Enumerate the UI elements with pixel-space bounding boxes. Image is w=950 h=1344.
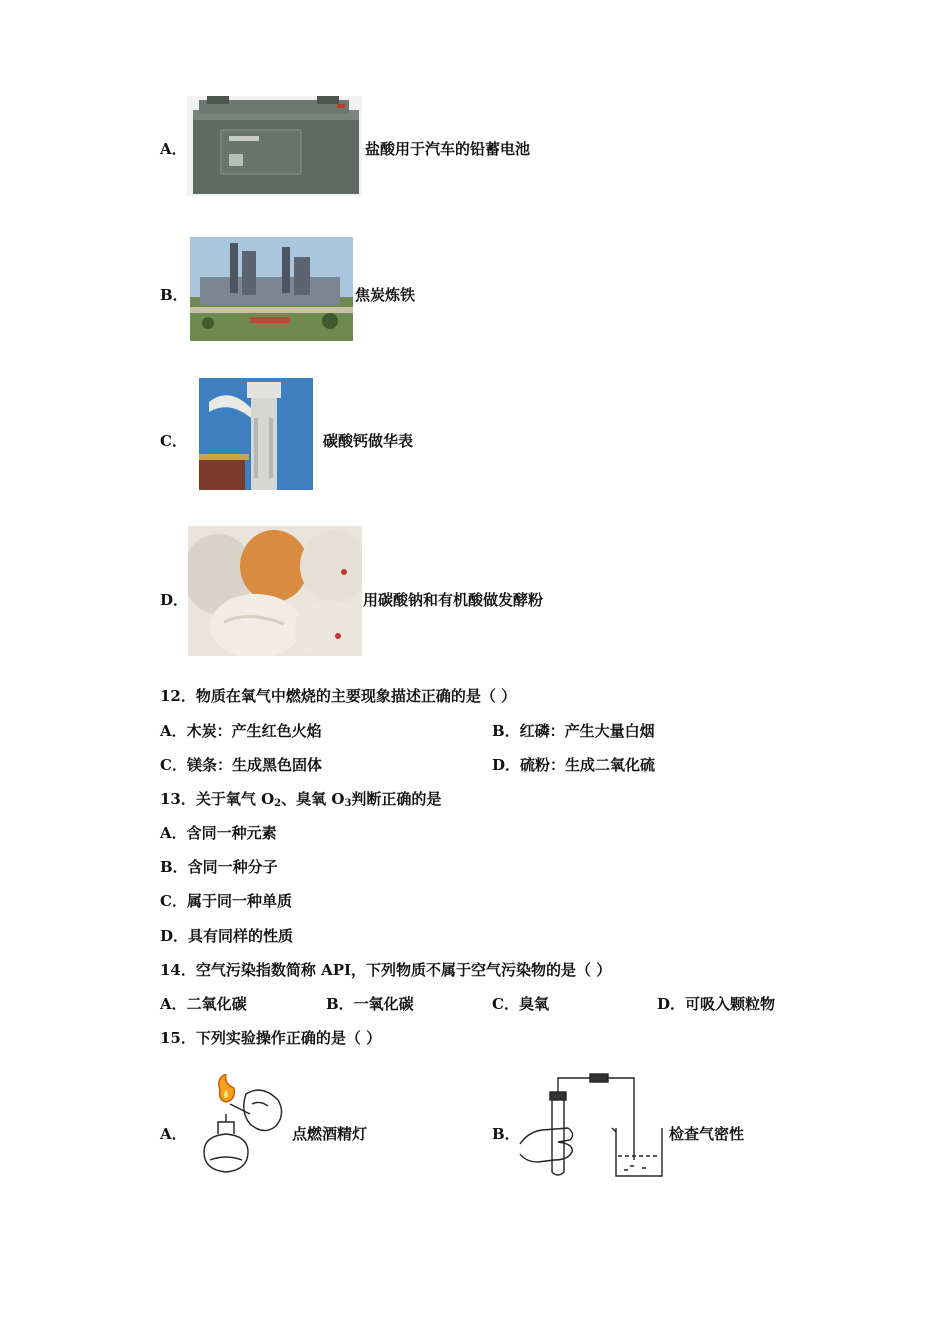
q13-option-c: C．属于同一种单质 (160, 892, 292, 910)
q11-option-a-text: 盐酸用于汽车的铅蓄电池 (365, 140, 531, 158)
q12-option-d: D．硫粉：生成二氧化硫 (492, 756, 656, 774)
q12-option-a: A．木炭：产生红色火焰 (160, 722, 322, 740)
q13-option-b: B．含同一种分子 (160, 858, 278, 876)
steel-plant-image (190, 237, 353, 341)
q11-option-c-text: 碳酸钙做华表 (323, 432, 414, 450)
q11-option-b-text: 焦炭炼铁 (355, 286, 416, 304)
q15-stem: 15．下列实验操作正确的是（ ） (160, 1029, 382, 1047)
q12-stem: 12．物质在氧气中燃烧的主要现象描述正确的是（ ） (160, 687, 517, 705)
q11-option-b-letter: B． (160, 286, 188, 304)
q12-option-c: C．镁条：生成黑色固体 (160, 756, 322, 774)
q15-option-b-text: 检查气密性 (669, 1125, 745, 1143)
alcohol-lamp-lighting-drawing (190, 1074, 290, 1180)
q13-option-a: A．含同一种元素 (160, 824, 277, 842)
steamed-buns-image (188, 526, 362, 656)
q11-option-c-letter: C． (160, 432, 187, 450)
q14-option-b: B．一氧化碳 (326, 995, 414, 1013)
q14-stem: 14．空气污染指数简称 API，下列物质不属于空气污染物的是（ ） (160, 961, 612, 979)
huabiao-column-image (199, 378, 313, 490)
q14-option-a: A．二氧化碳 (160, 995, 247, 1013)
q13-stem: 13．关于氧气 $O_2$、臭氧 $O_3$判断正确的是 (160, 790, 442, 809)
q12-option-b: B．红磷：产生大量白烟 (492, 722, 655, 740)
lead-acid-battery-image (187, 96, 362, 196)
q11-option-a-letter: A． (160, 140, 187, 158)
q13-option-d: D．具有同样的性质 (160, 927, 294, 945)
q15-option-a-letter: A． (160, 1125, 187, 1143)
q15-option-a-text: 点燃酒精灯 (292, 1125, 368, 1143)
q11-option-d-letter: D． (160, 591, 189, 609)
q14-option-c: C．臭氧 (492, 995, 549, 1013)
q14-option-d: D．可吸入颗粒物 (657, 995, 776, 1013)
q11-option-d-text: 用碳酸钠和有机酸做发酵粉 (363, 591, 544, 609)
airtightness-check-drawing (518, 1072, 668, 1180)
q15-option-b-letter: B． (492, 1125, 520, 1143)
